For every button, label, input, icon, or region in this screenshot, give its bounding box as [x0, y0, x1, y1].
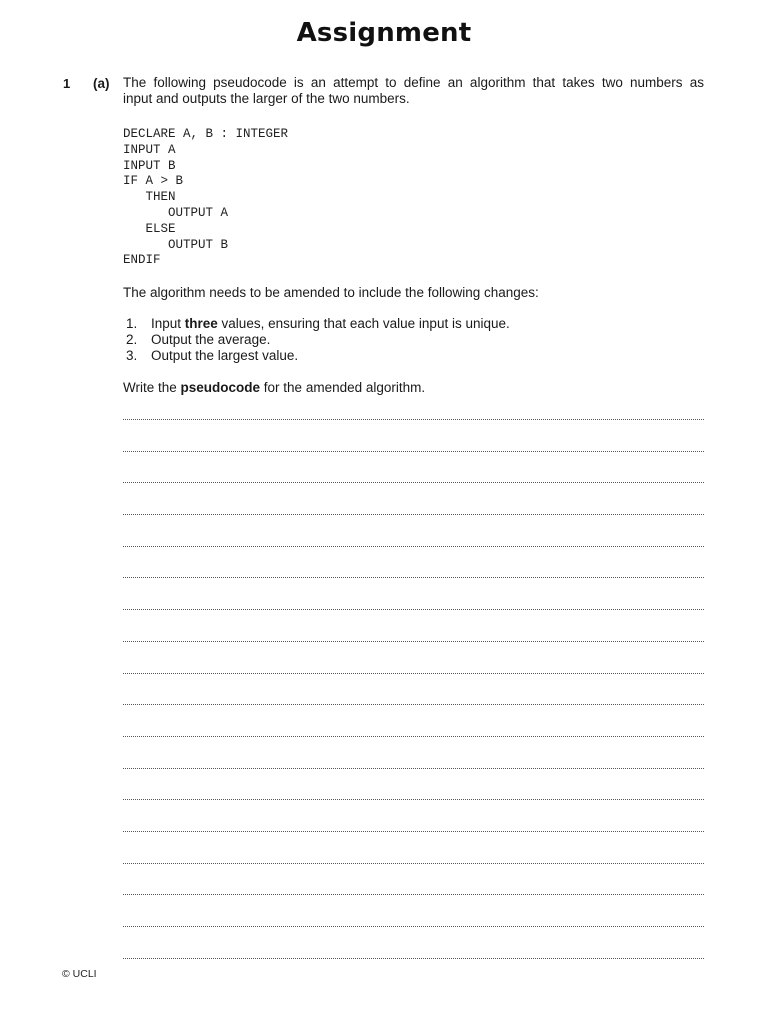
write-instruction: Write the pseudocode for the amended algorithm.: [123, 380, 426, 396]
answer-line[interactable]: [123, 472, 704, 504]
changes-list: [123, 316, 704, 364]
answer-line[interactable]: [123, 853, 704, 885]
copyright-footer: © UCLI: [62, 968, 97, 980]
list-item-number: 3.: [126, 348, 138, 364]
answer-line[interactable]: [123, 884, 704, 916]
intro-line-1: The following pseudocode is an attempt to define an algorithm that takes two numbers as: [123, 75, 704, 90]
answer-line[interactable]: [123, 694, 704, 726]
pseudocode-block: DECLARE A, B : INTEGER INPUT A INPUT B IF A > B THEN OUTPUT A ELSE OUTPUT B ENDIF: [123, 127, 289, 268]
amend-instruction: The algorithm needs to be amended to include the following changes:: [123, 285, 539, 301]
answer-line[interactable]: [123, 821, 704, 853]
answer-line[interactable]: [123, 409, 704, 441]
answer-line[interactable]: [123, 758, 704, 790]
answer-line[interactable]: [123, 441, 704, 473]
list-item-text: Input three values, ensuring that each value input is unique.: [151, 316, 510, 332]
answer-line[interactable]: [123, 726, 704, 758]
intro-line-2: input and outputs the larger of the two numbers.: [123, 91, 410, 106]
list-item-text: Output the largest value.: [151, 348, 299, 364]
list-item-number: 1.: [126, 316, 138, 332]
answer-line[interactable]: [123, 663, 704, 695]
question-number: 1: [63, 76, 71, 91]
page-title: Assignment: [296, 18, 472, 48]
list-item-text: Output the average.: [151, 332, 271, 348]
answer-line[interactable]: [123, 599, 704, 631]
list-item: [123, 332, 704, 348]
answer-line[interactable]: [123, 948, 704, 980]
answer-line[interactable]: [123, 504, 704, 536]
list-item-number: 2.: [126, 332, 138, 348]
answer-line[interactable]: [123, 631, 704, 663]
answer-line[interactable]: [123, 789, 704, 821]
question-body: [123, 75, 704, 396]
list-item: [123, 348, 704, 364]
answer-line[interactable]: [123, 567, 704, 599]
question-part: (a): [93, 76, 110, 91]
answer-area[interactable]: [123, 409, 704, 979]
answer-line[interactable]: [123, 916, 704, 948]
list-item: [123, 316, 704, 332]
answer-line[interactable]: [123, 536, 704, 568]
